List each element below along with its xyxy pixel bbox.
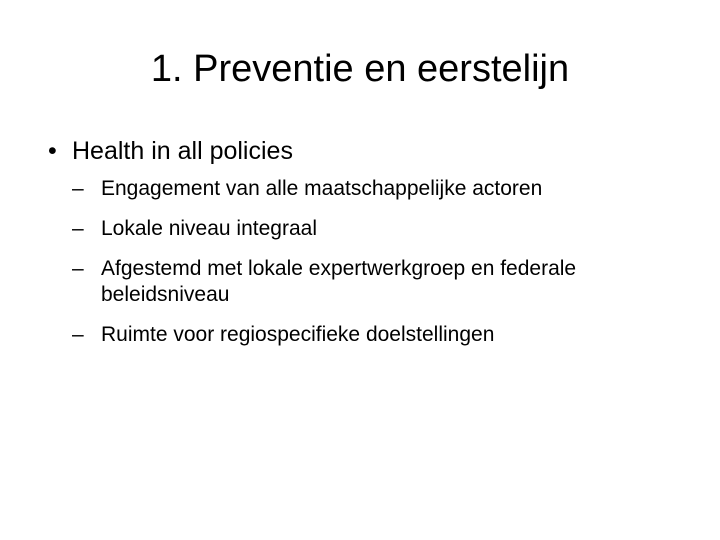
sub-bullet-item [48,322,688,348]
sub-bullet-text: Ruimte voor regiospecifieke doelstellingen [101,323,495,346]
sub-bullet-text: Lokale niveau integraal [101,217,317,240]
sub-bullet-list [48,176,688,348]
bullet-main [48,134,688,168]
bullet-marker: • [48,137,57,165]
sub-bullet-item [48,176,688,202]
sub-bullet-text: Afgestemd met lokale expertwerkgroep en federale beleidsniveau [101,257,577,306]
sub-bullet-marker: – [72,257,84,280]
sub-bullet-marker: – [72,217,84,240]
slide-title: 1. Preventie en eerstelijn [150,48,570,90]
slide-content [48,134,688,362]
sub-bullet-text: Engagement van alle maatschappelijke actoren [101,177,543,200]
sub-bullet-marker: – [72,323,84,346]
sub-bullet-item [48,216,688,242]
sub-bullet-item [48,256,688,308]
bullet-main-text: Health in all policies [72,137,293,165]
sub-bullet-marker: – [72,177,84,200]
